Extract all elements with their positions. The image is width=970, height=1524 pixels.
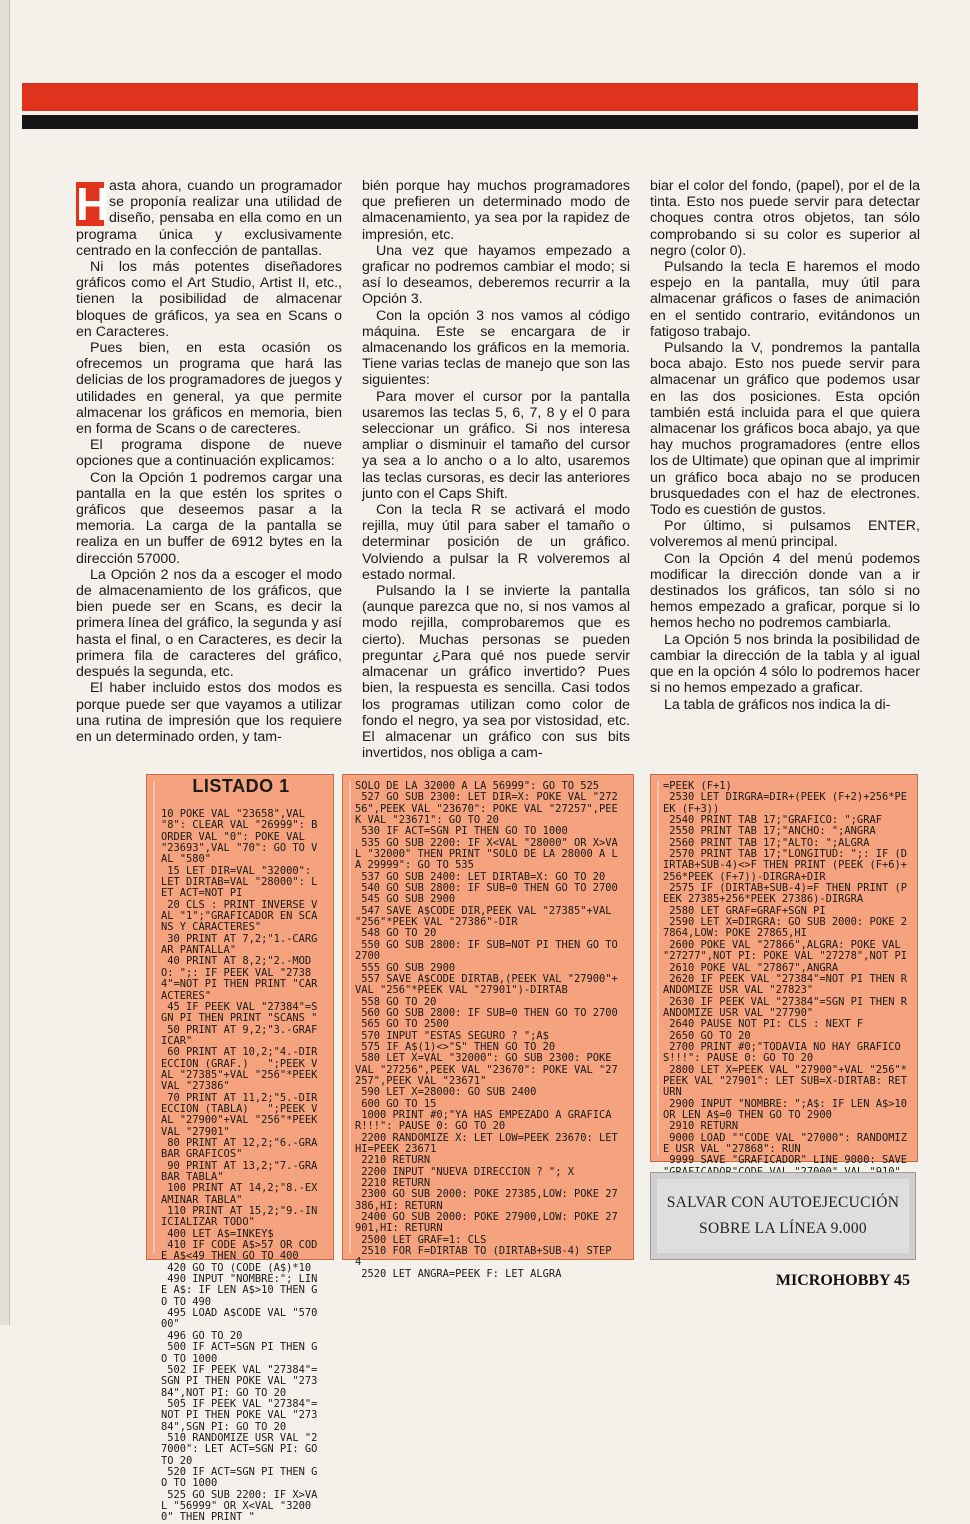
- paragraph: [76, 178, 342, 259]
- paragraph: Ni los más potentes diseñadores gráficos como el Art Studio, Artist II, etc., tienen la posibilidad de almacenar bloques de gráficos, ya sea en Scans o en Caracteres.: [76, 259, 342, 340]
- paragraph: Una vez que hayamos empezado a graficar no podremos cambiar el modo; si así lo deseamos, deberemos recurrir a la Opción 3.: [362, 242, 630, 308]
- header-black-stripe: [22, 115, 918, 129]
- listing-code-2: SOLO DE LA 32000 A LA 56999": GO TO 525 527 GO SUB 2300: LET DIR=X: POKE VAL "27256",PEEK VAL "23670": POKE VAL "27257",PEEK VAL "23671": GO TO 20 530 IF ACT=SGN PI THEN GO TO 1000 535 GO SUB 2200: IF X<VAL "28000" OR X>VAL "32000" THEN PRINT "SOLO DE LA 28000 A LA 29999": GO TO 535 537 GO SUB 2400: LET DIRTAB=X: GO TO 20 540 GO SUB 2800: IF SUB=0 THEN GO TO 2700 545 GO SUB 2900 547 SAVE A$CODE DIR,PEEK VAL "27385"+VAL "256"*PEEK VAL "27386"-DIR 548 GO TO 20 550 GO SUB 2800: IF SUB=NOT PI THEN GO TO 2700 555 GO SUB 2900 557 SAVE A$CODE DIRTAB,(PEEK VAL "27900"+VAL "256"*PEEK VAL "27901")-DIRTAB 558 GO TO 20 560 GO SUB 2800: IF SUB=0 THEN GO TO 2700 565 GO TO 2500 570 INPUT "ESTAS SEGURO ? ";A$ 575 IF A$(1)<>"S" THEN GO TO 20 580 LET X=VAL "32000": GO SUB 2300: POKE VAL "27256",PEEK VAL "23670": POKE VAL "27257",PEEK VAL "23671" 590 LET X=28000: GO SUB 2400 600 GO TO 15 1000 PRINT #0;"YA HAS EMPEZADO A GRAFICAR!!!": PAUSE 0: GO TO 20 2200 RANDOMIZE X: LET LOW=PEEK 23670: LET HI=PEEK 23671 2210 RETURN 2200 INPUT "NUEVA DIRECCION ? "; X 2210 RETURN 2300 GO SUB 2000: POKE 27385,LOW: POKE 27386,HI: RETURN 2400 GO SUB 2000: POKE 27900,LOW: POKE 27901,HI: RETURN 2500 LET GRAF=1: CLS 2510 FOR F=DIRTAB TO (DIRTAB+SUB-4) STEP 4 2520 LET ANGRA=PEEK F: LET ALGRA: [355, 780, 618, 1280]
- paragraph-text: asta ahora, cuando un programador se proponía realizar una utilidad de diseño, pensaba en ella como en un programa única y exclusivamente centrado en la confección de pantallas.: [76, 178, 342, 259]
- paragraph: Con la Opción 4 del menú podemos modificar la dirección donde van a ir destinados los gráficos, tan sólo si no hemos empezado a graficar, porque si lo hemos hecho no podremos cambiarla.: [650, 550, 920, 632]
- listing-code-3: =PEEK (F+1) 2530 LET DIRGRA=DIR+(PEEK (F+2)+256*PEEK (F+3)) 2540 PRINT TAB 17;"GRAFICO: ";GRAF 2550 PRINT TAB 17;"ANCHO: ";ANGRA 2560 PRINT TAB 17;"ALTO: ";ALGRA 2570 PRINT TAB 17;"LONGITUD: ";: IF (DIRTAB+SUB-4)<>F THEN PRINT (PEEK (F+6)+256*PEEK (F+7))-DIRGRA+DIR 2575 IF (DIRTAB+SUB-4)=F THEN PRINT (PEEK 27385+256*PEEK 27386)-DIRGRA 2580 LET GRAF=GRAF+SGN PI 2590 LET X=DIRGRA: GO SUB 2000: POKE 27864,LOW: POKE 27865,HI 2600 POKE VAL "27866",ALGRA: POKE VAL "27277",NOT PI: POKE VAL "27278",NOT PI 2610 POKE VAL "27867",ANGRA 2620 IF PEEK VAL "27384"=NOT PI THEN RANDOMIZE USR VAL "27823" 2630 IF PEEK VAL "27384"=SGN PI THEN RANDOMIZE USR VAL "27790" 2640 PAUSE NOT PI: CLS : NEXT F 2650 GO TO 20 2700 PRINT #0;"TODAVIA NO HAY GRAFICOS!!!": PAUSE 0: GO TO 20 2800 LET X=PEEK VAL "27900"+VAL "256"*PEEK VAL "27901": LET SUB=X-DIRTAB: RETURN 2900 INPUT "NOMBRE: ";A$: IF LEN A$>10 OR LEN A$=0 THEN GO TO 2900 2910 RETURN 9000 LOAD ""CODE VAL "27000": RANDOMIZE USR VAL "27868": RUN 9999 SAVE "GRAFICADOR" LINE 9000: SAVE: [663, 780, 907, 1167]
- paragraph: Pulsando la V, pondremos la pantalla boca abajo. Esto nos puede servir para almacenar un gráfico que podemos usar en las dos posiciones. Esta opción también está incluida para el que quiera almacenar los gráficos boca abajo, ya que hay muchos programadores (entre ellos los de Ultimate) que opinan que al imprimir un gráfico boca abajo no se producen brusquedades con el haz de electrones. Todo es cuestión de gustos.: [650, 340, 920, 519]
- paragraph: El programa dispone de nueve opciones que a continuación explicamos:: [76, 437, 342, 470]
- article-column-1: [76, 178, 342, 745]
- paragraph: biar el color del fondo, (papel), por el de la tinta. Esto nos puede servir para detectar choques contra otros objetos, tan sólo comprobando si su color es superior al negro (color 0).: [650, 178, 920, 259]
- autorun-note-line-2: SOBRE LA LÍNEA 9.000: [699, 1220, 867, 1237]
- paragraph: La tabla de gráficos nos indica la di-: [664, 696, 891, 713]
- paragraph: Para mover el cursor por la pantalla usaremos las teclas 5, 6, 7, 8 y el 0 para seleccionar un gráfico. Si nos interesa ampliar o disminuir el tamaño del cursor ya sea a lo ancho o a lo alto, usaremos las teclas cursoras, es decir las anteriores junto con el Caps Shift.: [362, 388, 630, 502]
- paragraph: Con la Opción 1 podremos cargar una pantalla en la que estén los sprites o gráficos que deseemos pasar a la memoria. La carga de la pantalla se realiza en un buffer de 6912 bytes en la dirección 57000.: [76, 469, 342, 567]
- page-edge: [0, 0, 10, 1325]
- listing-title: LISTADO 1: [192, 776, 290, 796]
- article-column-3: [650, 178, 920, 713]
- listing-box-1: [146, 774, 334, 1524]
- listing-box-2: [342, 774, 634, 1280]
- paragraph: Con la opción 3 nos vamos al código máquina. Este se encargara de ir almacenando los gráficos en la memoria. Tiene varias teclas de manejo que son las siguientes:: [362, 307, 630, 389]
- paragraph: Con la tecla R se activará el modo rejilla, muy útil para saber el tamaño o determinar posición de un gráfico. Volviendo a pulsar la R volveremos al estado normal.: [362, 502, 630, 583]
- paragraph: Pulsando la tecla E haremos el modo espejo en la pantalla, muy útil para almacenar gráficos o fases de animación en el sentido contrario, evitándonos un fatigoso trabajo.: [650, 259, 920, 340]
- listing-box-3: [650, 774, 918, 1167]
- paragraph: El haber incluido estos dos modos es porque puede ser que vayamos a utilizar una rutina de impresión que los requiere en un determinado orden, y tam-: [76, 680, 342, 745]
- paragraph: La Opción 2 nos da a escoger el modo de almacenamiento de los gráficos, que bien puede ser en Scans, es decir la primera línea del gráfico, la segunda y así hasta el final, o en Caracteres, es decir la primera fila de caracteres del gráfico, después la segunda, etc.: [76, 566, 342, 681]
- paragraph: bién porque hay muchos programadores que prefieren un determinado modo de almacenamiento, ya sea por la rapidez de impresión, etc.: [362, 178, 630, 243]
- drop-cap: H: [76, 178, 110, 230]
- page-footer: MICROHOBBY 45: [775, 1272, 910, 1289]
- paragraph: La Opción 5 nos brinda la posibilidad de cambiar la dirección de la tabla y al igual que en la opción 4 sólo lo podremos hacer si no hemos empezado a graficar.: [650, 631, 920, 697]
- autorun-note-line-1: SALVAR CON AUTOEJECUCIÓN: [666, 1194, 900, 1211]
- paragraph: Pues bien, en esta ocasión os ofrecemos un programa que hará las delicias de los programadores de juegos y utilidades en general, ya que permite almacenar los gráficos en memoria, bien en forma de Scans o de carecteres.: [76, 340, 342, 438]
- autorun-note-box: [650, 1172, 916, 1260]
- autorun-note: [657, 1179, 909, 1253]
- listing-code-1: 10 POKE VAL "23658",VAL "8": CLEAR VAL "26999": BORDER VAL "0": POKE VAL "23693",VAL "70": GO TO VAL "580" 15 LET DIR=VAL "32000": LET DIRTAB=VAL "28000": LET ACT=NOT PI 20 CLS : PRINT INVERSE VAL "1";"GRAFICADOR EN SCANS Y CARACTERES" 30 PRINT AT 7,2;"1.-CARGAR PANTALLA" 40 PRINT AT 8,2;"2.-MODO: ";: IF PEEK VAL "27384"=NOT PI THEN PRINT "CARACTERES" 45 IF PEEK VAL "27384"=SGN PI THEN PRINT "SCANS " 50 PRINT AT 9,2;"3.-GRAFICAR" 60 PRINT AT 10,2;"4.-DIRECCION (GRAF.) ";PEEK VAL "27385"+VAL "256"*PEEK VAL "27386" 70 PRINT AT 11,2;"5.-DIRECCION (TABLA) ";PEEK VAL "27900"+VAL "256"*PEEK VAL "27901" 80 PRINT AT 12,2;"6.-GRABAR GRAFICOS" 90 PRINT AT 13,2;"7.-GRABAR TABLA" 100 PRINT AT 14,2;"8.-EXAMINAR TABLA" 110 PRINT AT 15,2;"9.-INICIALIZAR TODO" 400 LET A$=INKEY$ 410 IF CODE A$>57 OR CODE A$<49 THEN GO TO 400 420 GO TO (CODE (A$)*10 490 INPUT "NOMBRE:"; LINE A$: IF LEN A$>10 THEN GO TO 490 495 LOAD A$CODE VAL "57000" 496 GO TO 20 500 IF ACT=SGN PI THEN GO TO 1000 502 IF PEEK VAL "27384"=SGN PI THEN POKE VAL "27384",NOT PI: GO TO 20 505 IF PEEK VAL "27384"=NOT PI THEN POKE VAL "27384",SGN PI: GO TO 20 510 RANDOMIZE USR VAL "27000": LET ACT=SGN PI: GO TO 20 520 IF ACT=SGN PI THEN GO TO 1000 525 GO SUB 2200: IF X>VAL "56999" OR X<VAL "32000" THEN PRINT ": [161, 808, 318, 1524]
- header-red-stripe: [22, 83, 918, 111]
- article-column-2: [362, 178, 630, 761]
- paragraph: Pulsando la I se invierte la pantalla (aunque parezca que no, si nos vamos al modo rejilla, comprobaremos que es cierto). Muchas personas se pueden preguntar ¿Para qué nos puede servir almacenar un gráfico invertido? Pues bien, la respuesta es sencilla. Casi todos los programas utilizan como color de fondo el negro, ya sea por vistosidad, etc. El almacenar un gráfico con sus bits invertidos, nos obliga a cam-: [362, 583, 630, 762]
- paragraph: Por último, si pulsamos ENTER, volveremos al menú principal.: [650, 518, 920, 551]
